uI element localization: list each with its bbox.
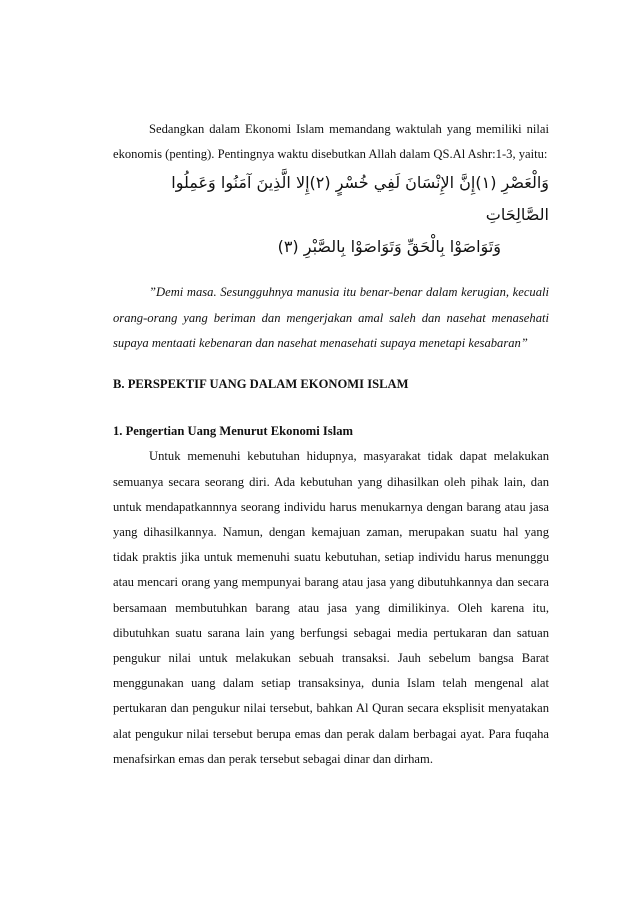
subsection-heading: 1. Pengertian Uang Menurut Ekonomi Islam xyxy=(113,424,353,439)
arabic-verse-line-2: وَتَوَاصَوْا بِالْحَقِّ وَتَوَاصَوْا بِالصَّبْرِ (٣) xyxy=(277,237,501,257)
section-heading: B. PERSPEKTIF UANG DALAM EKONOMI ISLAM xyxy=(113,377,409,392)
document-page xyxy=(113,117,549,772)
intro-paragraph: Sedangkan dalam Ekonomi Islam memandang waktulah yang memiliki nilai ekonomis (penting). Pentingnya waktu disebutkan Allah dalam QS.Al Ashr:1-3, yaitu: xyxy=(113,122,549,162)
arabic-verse xyxy=(113,167,549,263)
arabic-verse-line-1: وَالْعَصْرِ (١)إِنَّ الإِنْسَانَ لَفِي خُسْرٍ (٢)إِلا الَّذِينَ آمَنُوا وَعَمِلُوا الصَّالِحَاتِ xyxy=(171,173,549,225)
body-paragraph: Untuk memenuhi kebutuhan hidupnya, masyarakat tidak dapat melakukan semuanya secara seorang diri. Ada kebutuhan yang dihasilkan oleh pihak lain, dan untuk mendapatkannnya seorang individu harus menukarnya dengan barang atau jasa yang dihasilkannya. Namun, dengan kemajuan zaman, merupakan suatu hal yang tidak praktis jika untuk memenuhi suatu kebutuhan, setiap individu harus menunggu atau mencari orang yang mempunyai barang atau jasa yang dibutuhkannya dan secara bersamaan membutuhkan barang atau jasa yang dimilikinya. Oleh karena itu, dibutuhkan suatu sarana lain yang berfungsi sebagai media pertukaran dan satuan pengukur nilai untuk melakukan sebuah transaksi. Jauh sebelum bangsa Barat menggunakan uang dalam setiap transaksinya, dunia Islam telah mengenal alat pertukaran dan pengukur nilai tersebut, bahkan Al Quran secara eksplisit menyatakan alat pengukur nilai tersebut berupa emas dan perak dalam berbagai ayat. Para fuqaha menafsirkan emas dan perak tersebut sebagai dinar dan dirham. xyxy=(113,449,549,766)
verse-translation: ”Demi masa. Sesungguhnya manusia itu benar-benar dalam kerugian, kecuali orang-orang yang beriman dan mengerjakan amal saleh dan nasehat menasehati supaya mentaati kebenaran dan nasehat menasehati supaya menetapi kesabaran” xyxy=(113,285,549,350)
